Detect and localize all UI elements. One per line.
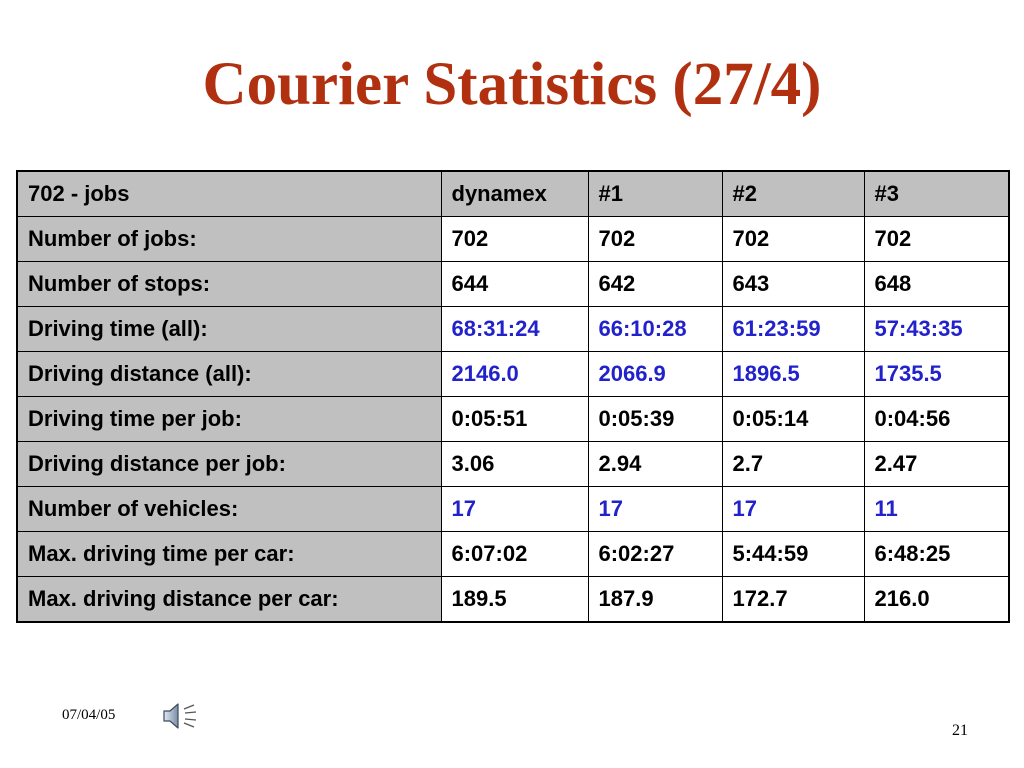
table-cell: 5:44:59 [722, 532, 864, 577]
row-label: Driving distance per job: [17, 442, 441, 487]
table-cell: 2066.9 [588, 352, 722, 397]
header-cell-1: #1 [588, 171, 722, 217]
table-cell: 2146.0 [441, 352, 588, 397]
table-row [17, 532, 1009, 577]
table-row [17, 307, 1009, 352]
table-cell: 66:10:28 [588, 307, 722, 352]
table-cell: 6:02:27 [588, 532, 722, 577]
row-label: Driving time per job: [17, 397, 441, 442]
table-cell: 0:05:14 [722, 397, 864, 442]
header-cell-2: #2 [722, 171, 864, 217]
table-cell: 2.94 [588, 442, 722, 487]
table-cell: 172.7 [722, 577, 864, 623]
row-label: Driving time (all): [17, 307, 441, 352]
table-cell: 189.5 [441, 577, 588, 623]
row-label: Number of stops: [17, 262, 441, 307]
header-cell-3: #3 [864, 171, 1009, 217]
row-label: Driving distance (all): [17, 352, 441, 397]
table-cell: 648 [864, 262, 1009, 307]
row-label: Max. driving distance per car: [17, 577, 441, 623]
table-row [17, 487, 1009, 532]
table-cell: 702 [722, 217, 864, 262]
table-cell: 0:04:56 [864, 397, 1009, 442]
table-header-row [17, 171, 1009, 217]
table-cell: 702 [441, 217, 588, 262]
speaker-icon[interactable] [161, 700, 199, 732]
table-row [17, 442, 1009, 487]
header-cell-jobs: 702 - jobs [17, 171, 441, 217]
table-cell: 0:05:39 [588, 397, 722, 442]
table-cell: 642 [588, 262, 722, 307]
footer-date: 07/04/05 [62, 707, 116, 723]
table-row [17, 217, 1009, 262]
table-cell: 68:31:24 [441, 307, 588, 352]
table-cell: 702 [864, 217, 1009, 262]
table-cell: 2.47 [864, 442, 1009, 487]
table-cell: 2.7 [722, 442, 864, 487]
table-cell: 11 [864, 487, 1009, 532]
row-label: Number of jobs: [17, 217, 441, 262]
table-cell: 702 [588, 217, 722, 262]
table-cell: 3.06 [441, 442, 588, 487]
table-cell: 57:43:35 [864, 307, 1009, 352]
table-row [17, 352, 1009, 397]
table-cell: 61:23:59 [722, 307, 864, 352]
table-cell: 1896.5 [722, 352, 864, 397]
table-row [17, 397, 1009, 442]
table-cell: 216.0 [864, 577, 1009, 623]
row-label: Number of vehicles: [17, 487, 441, 532]
slide-title: Courier Statistics (27/4) [202, 51, 822, 118]
table-cell: 6:48:25 [864, 532, 1009, 577]
table-cell: 643 [722, 262, 864, 307]
table-row [17, 577, 1009, 623]
row-label: Max. driving time per car: [17, 532, 441, 577]
table-cell: 17 [441, 487, 588, 532]
table-cell: 17 [588, 487, 722, 532]
table-cell: 6:07:02 [441, 532, 588, 577]
table-cell: 644 [441, 262, 588, 307]
table-cell: 0:05:51 [441, 397, 588, 442]
table-cell: 1735.5 [864, 352, 1009, 397]
page-number: 21 [952, 722, 968, 739]
courier-stats-table [16, 170, 1010, 623]
table-row [17, 262, 1009, 307]
table-cell: 187.9 [588, 577, 722, 623]
header-cell-dynamex: dynamex [441, 171, 588, 217]
table-cell: 17 [722, 487, 864, 532]
